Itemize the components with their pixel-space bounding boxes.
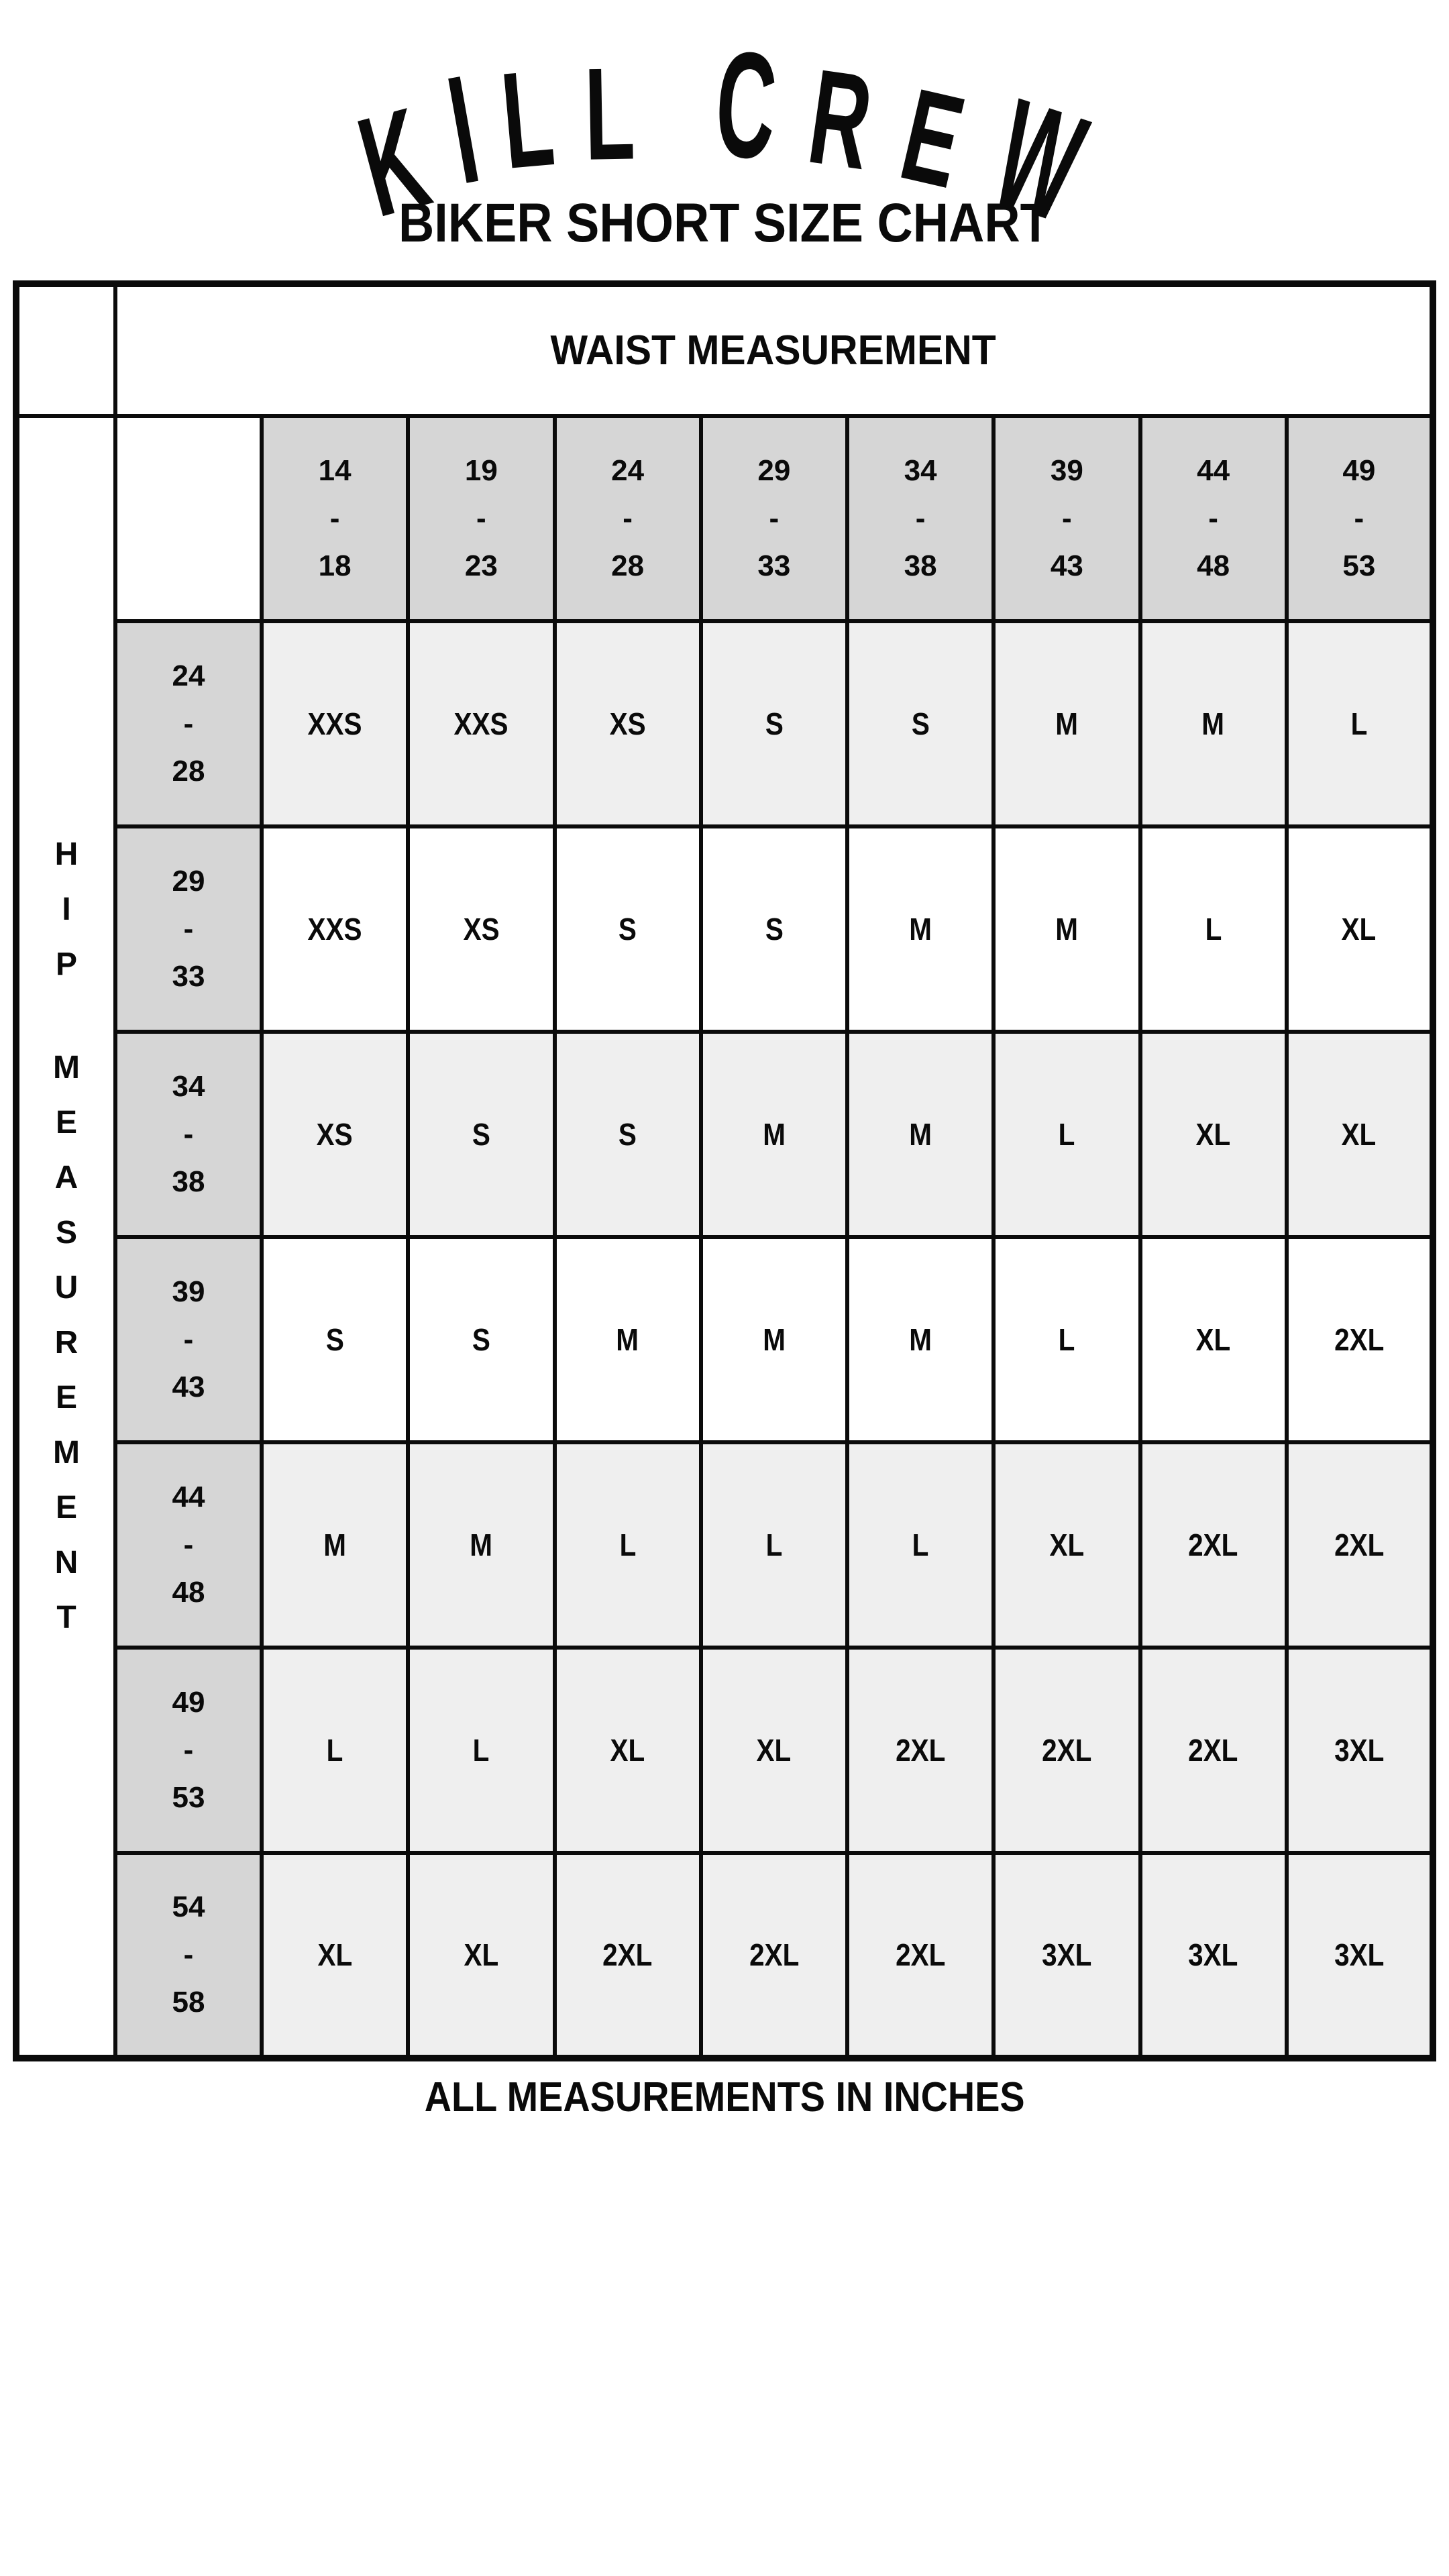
logo-letter: R	[800, 41, 888, 200]
size-cell	[555, 621, 701, 826]
size-value: S	[911, 706, 930, 741]
logo-letter: L	[583, 40, 643, 189]
hip-range	[117, 1072, 260, 1197]
waist-range-header	[262, 416, 408, 621]
hip-range-header	[115, 1442, 262, 1648]
size-cell	[701, 826, 847, 1032]
size-cell	[994, 1853, 1140, 2058]
waist-range-header	[1140, 416, 1287, 621]
table-row	[16, 284, 1433, 416]
size-value: S	[472, 1322, 490, 1357]
size-value: XL	[610, 1733, 645, 1768]
waist-range-to: 18	[318, 549, 352, 582]
size-value: 3XL	[1188, 1937, 1238, 1972]
hip-range-from: 49	[172, 1686, 205, 1719]
logo-letter: L	[496, 40, 567, 199]
waist-range-to: 48	[1197, 549, 1230, 582]
size-cell	[1140, 1442, 1287, 1648]
size-cell	[994, 1442, 1140, 1648]
hip-range-header	[115, 1237, 262, 1442]
waist-range-dash: -	[476, 502, 486, 535]
size-value: M	[763, 1322, 786, 1357]
hip-letter: I	[62, 892, 71, 927]
size-value: XS	[609, 706, 646, 741]
size-cell	[555, 1237, 701, 1442]
hip-range-from: 54	[172, 1890, 205, 1923]
size-value: XL	[757, 1733, 792, 1768]
table-row	[16, 1442, 1433, 1648]
size-cell	[262, 1853, 408, 2058]
size-cell	[555, 1853, 701, 2058]
hip-axis-label	[19, 839, 113, 1634]
table-row	[16, 1853, 1433, 2058]
logo-letter: W	[975, 67, 1109, 257]
waist-range-dash: -	[915, 502, 926, 535]
size-value: M	[909, 1322, 932, 1357]
hip-letter: P	[55, 947, 77, 982]
hip-range-to: 28	[172, 755, 205, 788]
waist-range	[264, 456, 406, 581]
waist-range-dash: -	[1354, 502, 1364, 535]
size-value: M	[1055, 912, 1079, 947]
waist-axis-label: WAIST MEASUREMENT	[550, 327, 997, 374]
size-value: M	[616, 1322, 639, 1357]
size-cell	[701, 1853, 847, 2058]
corner-cell-blank	[115, 416, 262, 621]
waist-range-header	[1287, 416, 1433, 621]
size-cell	[701, 1032, 847, 1237]
size-value: S	[765, 706, 784, 741]
hip-range-to: 58	[172, 1986, 205, 2019]
waist-range-from: 39	[1050, 454, 1083, 487]
size-value: XL	[1195, 1322, 1231, 1357]
hip-range	[117, 867, 260, 991]
size-value: XL	[464, 1937, 499, 1972]
hip-range-dash: -	[183, 1938, 194, 1971]
size-cell	[408, 621, 554, 826]
footer-note-text: ALL MEASUREMENTS IN INCHES	[424, 2074, 1025, 2121]
hip-range-from: 34	[172, 1070, 205, 1103]
size-cell	[847, 1032, 994, 1237]
waist-range-from: 29	[757, 454, 791, 487]
waist-range-from: 44	[1197, 454, 1230, 487]
size-cell	[1140, 1032, 1287, 1237]
table-row	[16, 1648, 1433, 1853]
size-value: XXS	[307, 912, 362, 947]
size-value: S	[619, 1117, 637, 1152]
hip-letter: A	[54, 1160, 78, 1195]
size-cell	[1140, 621, 1287, 826]
size-cell	[847, 826, 994, 1032]
corner-cell-top-left	[16, 284, 115, 416]
size-value: 2XL	[896, 1937, 946, 1972]
size-cell	[847, 621, 994, 826]
size-value: 2XL	[1042, 1733, 1092, 1768]
logo-letter: I	[437, 42, 496, 217]
size-value: 2XL	[1188, 1733, 1238, 1768]
size-cell	[408, 1442, 554, 1648]
hip-letter: R	[54, 1325, 78, 1360]
hip-range-to: 38	[172, 1165, 205, 1198]
hip-range	[117, 1483, 260, 1607]
waist-range-header	[701, 416, 847, 621]
hip-letter: E	[55, 1490, 77, 1525]
size-value: M	[470, 1527, 493, 1562]
hip-range-from: 39	[172, 1275, 205, 1308]
logo-letter: C	[710, 19, 789, 193]
size-value: XL	[317, 1937, 352, 1972]
hip-range-dash: -	[183, 1323, 194, 1356]
table-row	[16, 1237, 1433, 1442]
size-value: XL	[1342, 1117, 1377, 1152]
hip-range	[117, 1688, 260, 1813]
size-cell	[1287, 621, 1433, 826]
size-cell	[1287, 1853, 1433, 2058]
waist-range-dash: -	[1062, 502, 1072, 535]
size-cell	[555, 826, 701, 1032]
hip-axis-cell	[16, 416, 115, 2058]
size-value: L	[472, 1733, 490, 1768]
size-cell	[408, 826, 554, 1032]
size-value: XL	[1342, 912, 1377, 947]
hip-range-header	[115, 621, 262, 826]
hip-range-dash: -	[183, 1528, 194, 1561]
size-cell	[701, 1442, 847, 1648]
waist-range-header	[555, 416, 701, 621]
hip-letter: H	[54, 837, 78, 872]
size-value: M	[1055, 706, 1079, 741]
size-cell	[262, 621, 408, 826]
size-value: M	[323, 1527, 346, 1562]
size-cell	[994, 1648, 1140, 1853]
hip-letter: E	[55, 1105, 77, 1140]
waist-range	[1142, 456, 1285, 581]
size-value: 3XL	[1334, 1937, 1384, 1972]
size-cell	[701, 1648, 847, 1853]
hip-range-from: 24	[172, 659, 205, 692]
size-value: XS	[463, 912, 500, 947]
waist-range-to: 28	[611, 549, 645, 582]
size-cell	[262, 1648, 408, 1853]
size-cell	[994, 1237, 1140, 1442]
waist-range-dash: -	[623, 502, 633, 535]
hip-range-header	[115, 1648, 262, 1853]
hip-range-dash: -	[183, 707, 194, 740]
waist-range-header	[994, 416, 1140, 621]
size-cell	[408, 1648, 554, 1853]
size-value: M	[909, 912, 932, 947]
hip-range-to: 43	[172, 1371, 205, 1403]
waist-range	[703, 456, 845, 581]
size-value: L	[1058, 1117, 1075, 1152]
table-row	[16, 1032, 1433, 1237]
size-value: 2XL	[749, 1937, 799, 1972]
logo-space	[660, 70, 694, 184]
size-cell	[994, 1032, 1140, 1237]
size-cell	[1287, 1032, 1433, 1237]
waist-axis-label-cell	[115, 284, 1433, 416]
hip-letter: M	[53, 1435, 80, 1470]
size-cell	[555, 1032, 701, 1237]
hip-range-header	[115, 1853, 262, 2058]
size-value: 2XL	[602, 1937, 653, 1972]
logo-letter: K	[345, 76, 450, 248]
size-value: S	[765, 912, 784, 947]
size-cell	[1140, 1237, 1287, 1442]
size-cell	[1287, 1442, 1433, 1648]
page-title-text: BIKER SHORT SIZE CHART	[398, 193, 1051, 254]
logo-letter: E	[889, 61, 982, 218]
size-value: L	[1350, 706, 1368, 741]
size-cell	[1140, 826, 1287, 1032]
hip-range-to: 33	[172, 960, 205, 993]
size-cell	[555, 1442, 701, 1648]
size-value: 3XL	[1042, 1937, 1092, 1972]
size-cell	[555, 1648, 701, 1853]
hip-range-to: 48	[172, 1576, 205, 1609]
hip-range-to: 53	[172, 1781, 205, 1814]
hip-letter: T	[56, 1600, 76, 1635]
hip-range	[117, 661, 260, 786]
waist-range	[557, 456, 699, 581]
size-value: M	[909, 1117, 932, 1152]
hip-letter: S	[55, 1215, 77, 1250]
waist-range-to: 43	[1050, 549, 1083, 582]
hip-range	[117, 1892, 260, 2017]
footer-note	[0, 2074, 1449, 2121]
size-value: XL	[1049, 1527, 1085, 1562]
size-value: M	[763, 1117, 786, 1152]
size-cell	[408, 1032, 554, 1237]
size-value: L	[1058, 1322, 1075, 1357]
size-cell	[262, 1442, 408, 1648]
waist-range-dash: -	[1208, 502, 1218, 535]
hip-range-from: 44	[172, 1481, 205, 1513]
waist-range-to: 23	[464, 549, 498, 582]
size-value: L	[912, 1527, 929, 1562]
hip-range-header	[115, 1032, 262, 1237]
table-row	[16, 416, 1433, 621]
size-chart-table	[13, 280, 1436, 2061]
size-cell	[262, 1032, 408, 1237]
table-row	[16, 826, 1433, 1032]
size-value: L	[765, 1527, 783, 1562]
waist-range-header	[847, 416, 994, 621]
waist-range-from: 49	[1342, 454, 1376, 487]
size-value: L	[619, 1527, 636, 1562]
size-cell	[847, 1237, 994, 1442]
waist-range-from: 19	[464, 454, 498, 487]
hip-letter: U	[54, 1270, 78, 1305]
size-value: 2XL	[1334, 1322, 1384, 1357]
waist-range	[410, 456, 552, 581]
size-value: 3XL	[1334, 1733, 1384, 1768]
waist-range-to: 38	[904, 549, 937, 582]
size-cell	[408, 1237, 554, 1442]
waist-range-dash: -	[769, 502, 780, 535]
hip-letter: E	[55, 1380, 77, 1415]
size-cell	[1140, 1648, 1287, 1853]
waist-range-header	[408, 416, 554, 621]
size-value: S	[472, 1117, 490, 1152]
size-value: XS	[317, 1117, 354, 1152]
size-value: S	[325, 1322, 344, 1357]
waist-range-to: 33	[757, 549, 791, 582]
size-value: 2XL	[1188, 1527, 1238, 1562]
hip-range	[117, 1277, 260, 1402]
hip-range-from: 29	[172, 865, 205, 898]
size-cell	[994, 621, 1140, 826]
size-value: 2XL	[896, 1733, 946, 1768]
size-cell	[847, 1442, 994, 1648]
waist-range	[849, 456, 991, 581]
hip-range-dash: -	[183, 1733, 194, 1766]
hip-range-dash: -	[183, 1118, 194, 1150]
waist-range-from: 24	[611, 454, 645, 487]
waist-range-to: 53	[1342, 549, 1376, 582]
waist-range	[1289, 456, 1430, 581]
hip-letter: M	[53, 1050, 80, 1085]
hip-letter: N	[54, 1545, 78, 1580]
size-cell	[1140, 1853, 1287, 2058]
size-value: M	[1201, 706, 1225, 741]
waist-range-from: 14	[318, 454, 352, 487]
hip-range-dash: -	[183, 912, 194, 945]
size-cell	[1287, 1237, 1433, 1442]
size-value: XL	[1195, 1117, 1231, 1152]
table-row	[16, 621, 1433, 826]
size-cell	[262, 1237, 408, 1442]
waist-range	[996, 456, 1138, 581]
size-cell	[701, 621, 847, 826]
size-value: L	[326, 1733, 343, 1768]
size-value: S	[619, 912, 637, 947]
page-title	[0, 193, 1449, 254]
waist-range-dash: -	[329, 502, 340, 535]
hip-range-header	[115, 826, 262, 1032]
size-cell	[408, 1853, 554, 2058]
size-cell	[1287, 1648, 1433, 1853]
size-cell	[847, 1853, 994, 2058]
size-value: L	[1205, 912, 1222, 947]
size-cell	[994, 826, 1140, 1032]
size-cell	[262, 826, 408, 1032]
size-value: XXS	[307, 706, 362, 741]
size-cell	[1287, 826, 1433, 1032]
size-cell	[701, 1237, 847, 1442]
size-value: XXS	[453, 706, 508, 741]
waist-range-from: 34	[904, 454, 937, 487]
size-value: 2XL	[1334, 1527, 1384, 1562]
size-cell	[847, 1648, 994, 1853]
